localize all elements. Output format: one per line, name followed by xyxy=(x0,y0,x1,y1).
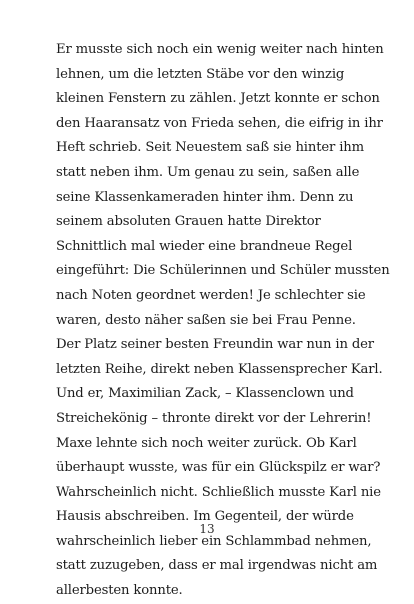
text-line: Er musste sich noch ein wenig weiter nach hinten xyxy=(56,42,384,57)
text-line: Streichekönig – thronte direkt vor der Lehrerin! xyxy=(56,410,372,426)
page-number: 13 xyxy=(199,522,215,536)
text-line: Und er, Maximilian Zack, – Klassenclown und xyxy=(56,386,354,402)
text-line: Schnittlich mal wieder eine brandneue Regel xyxy=(56,238,353,254)
text-line: wahrscheinlich lieber ein Schlammbad nehmen, xyxy=(56,533,372,549)
text-line: Der Platz seiner besten Freundin war nun in der xyxy=(56,337,374,353)
text-line: Wahrscheinlich nicht. Schließlich musste Karl nie xyxy=(56,484,381,500)
text-line: den Haaransatz von Frieda sehen, die eifrig in ihr xyxy=(56,115,383,131)
text-line: statt neben ihm. Um genau zu sein, saßen alle xyxy=(56,164,360,180)
body-text xyxy=(56,38,390,604)
text-line: letzten Reihe, direkt neben Klassensprecher Karl. xyxy=(56,361,383,377)
text-line: statt zuzugeben, dass er mal irgendwas nicht am xyxy=(56,558,378,574)
text-line: lehnen, um die letzten Stäbe vor den winzig xyxy=(56,66,345,82)
text-line: überhaupt wusste, was für ein Glückspilz er war? xyxy=(56,460,381,476)
text-line: seine Klassenkameraden hinter ihm. Denn zu xyxy=(56,189,354,205)
text-line: kleinen Fenstern zu zählen. Jetzt konnte er schon xyxy=(56,91,380,107)
text-line: Heft schrieb. Seit Neuestem saß sie hinter ihm xyxy=(56,140,364,156)
text-line: allerbesten konnte. xyxy=(56,583,183,599)
text-line: Hausis abschreiben. Im Gegenteil, der würde xyxy=(56,509,354,525)
text-line: waren, desto näher saßen sie bei Frau Penne. xyxy=(56,312,356,328)
text-line: eingeführt: Die Schülerinnen und Schüler mussten xyxy=(56,263,390,279)
text-line: Maxe lehnte sich noch weiter zurück. Ob Karl xyxy=(56,435,357,451)
text-line: seinem absoluten Grauen hatte Direktor xyxy=(56,214,321,230)
text-line: nach Noten geordnet werden! Je schlechter sie xyxy=(56,287,366,303)
